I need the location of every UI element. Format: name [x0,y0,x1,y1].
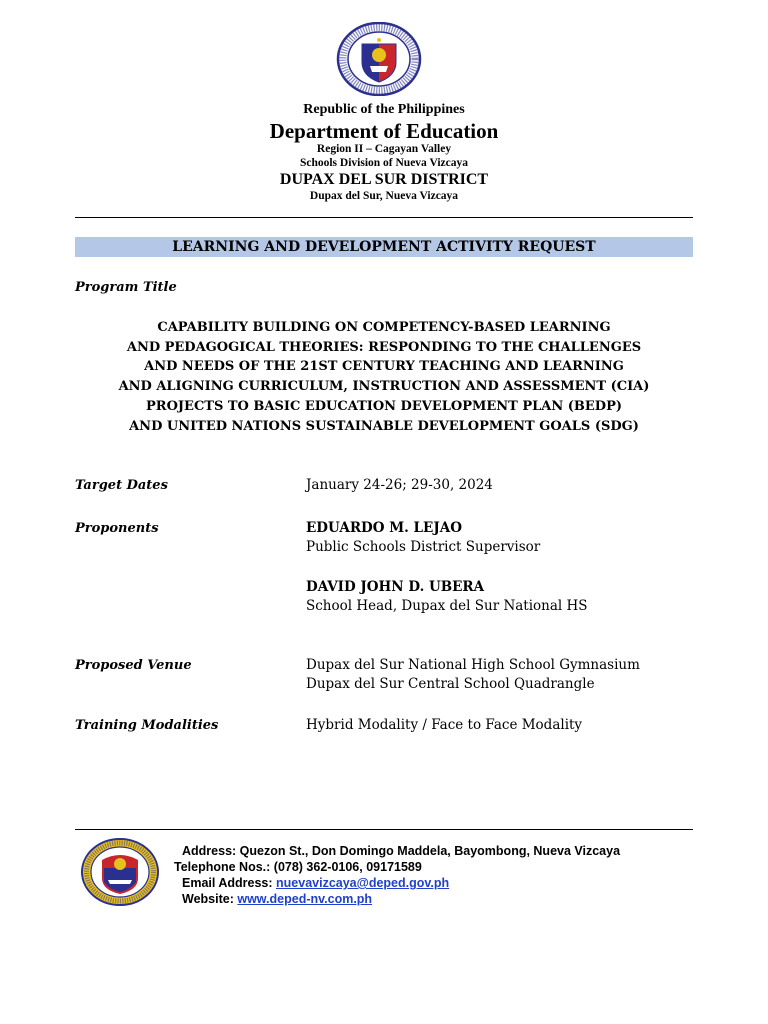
venue-line-2: Dupax del Sur Central School Quadrangle [306,676,595,692]
venue-line-1: Dupax del Sur National High School Gymnasium [306,657,640,673]
venue-label: Proposed Venue [75,658,192,673]
program-title-line: AND UNITED NATIONS SUSTAINABLE DEVELOPMENT GOALS (SDG) [129,418,639,434]
proponent-1-name: EDUARDO M. LEJAO [306,520,462,536]
proponent-1 [306,519,540,557]
division-line: Schools Division of Nueva Vizcaya [299,157,469,169]
program-title-line: CAPABILITY BUILDING ON COMPETENCY-BASED LEARNING [157,320,611,335]
program-title [75,318,693,436]
modalities-value: Hybrid Modality / Face to Face Modality [306,717,583,733]
footer-divider [75,829,693,830]
proponent-2-name: DAVID JOHN D. UBERA [306,579,485,595]
location-line: Dupax del Sur, Nueva Vizcaya [309,190,459,202]
program-title-line: AND NEEDS OF THE 21ST CENTURY TEACHING AND LEARNING [144,359,624,375]
program-title-line: PROJECTS TO BASIC EDUCATION DEVELOPMENT PLAN (BEDP) [145,398,623,414]
division-seal-logo [80,838,160,906]
website-link[interactable]: www.deped-nv.com.ph [237,892,373,906]
telephone-value: (078) 362-0106, 09171589 [273,860,422,874]
target-dates-value: January 24-26; 29-30, 2024 [306,477,493,493]
program-title-line: AND ALIGNING CURRICULUM, INSTRUCTION AND ASSESSMENT (CIA) [118,379,650,395]
footer-address [182,843,620,859]
header-divider [75,217,693,218]
republic-line: Republic of the Philippines [303,102,465,117]
program-title-label: Program Title [75,280,177,295]
proponent-1-role: Public Schools District Supervisor [306,539,541,555]
footer-telephone [174,859,422,875]
program-title-line: AND PEDAGOGICAL THEORIES: RESPONDING TO THE CHALLENGES [126,339,642,355]
footer-email [182,875,449,891]
department-title: Department of Education [269,119,499,143]
email-label: Email Address: [182,876,277,890]
website-label: Website: [182,892,238,906]
email-link[interactable]: nuevavizcaya@deped.gov.ph [276,876,450,890]
proponents-label: Proponents [75,521,159,536]
address-value: Quezon St., Don Domingo Maddela, Bayombong, Nueva Vizcaya [239,844,621,858]
district-title: DUPAX DEL SUR DISTRICT [279,171,489,188]
target-dates-label: Target Dates [75,478,168,493]
footer-website [182,891,372,907]
document-banner: LEARNING AND DEVELOPMENT ACTIVITY REQUEST [75,237,693,257]
deped-seal-logo [336,22,422,96]
address-label: Address: [182,844,240,858]
modalities-label: Training Modalities [75,718,219,733]
region-line: Region II – Cagayan Valley [316,143,452,155]
venue-value [306,656,640,694]
proponent-2-role: School Head, Dupax del Sur National HS [306,598,588,614]
proponent-2 [306,578,588,616]
telephone-label: Telephone Nos.: [174,860,274,874]
